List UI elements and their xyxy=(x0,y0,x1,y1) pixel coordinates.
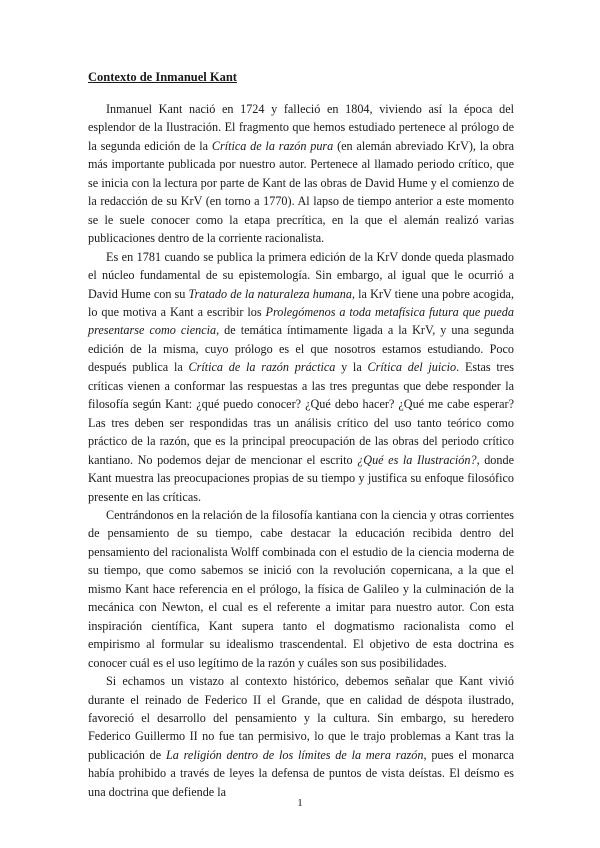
paragraph-3 xyxy=(88,506,514,672)
text-run: , donde Kant muestra las preocupaciones propias de su tiempo y justifica su enfoque filosófico presente en las críticas. xyxy=(88,452,514,504)
text-run: Es en 1781 cuando se publica la primera edición de la KrV donde queda plasmado el núcleo fundamental de su epistemología. Sin embargo, al igual que le ocurrió a David Hume con su xyxy=(88,249,514,301)
text-run: Centrándonos en la relación de la filosofía kantiana con la ciencia y otras corrientes de pensamiento de su tiempo, cabe destacar la educación recibida dentro del pensamiento del racionalista Wolff combinada con el estudio de la ciencia moderna de su tiempo, que como sabemos se inició con la revolución copernicana, a la que el mismo Kant hace referencia en el prólogo, la física de Galileo y la culminación de la mecánica con Newton, el cual es el referente a imitar para nuestro autor. Con esta inspiración científica, Kant supera tanto el dogmatismo racionalista como el empirismo al formular su idealismo trascendental. El objetivo de esta doctrina es conocer cuál es el uso legítimo de la razón y cuáles son sus posibilidades. xyxy=(88,507,514,670)
italic-title: Tratado de la naturaleza humana xyxy=(188,286,352,301)
italic-title: La religión dentro de los límites de la mera razón xyxy=(165,747,424,762)
text-run: y la xyxy=(335,360,368,375)
text-run: Inmanuel Kant nació en 1724 y falleció en 1804, viviendo así la época del esplendor de la Ilustración. El fragmento que hemos estudiado pertenece al prólogo de la segunda edición de la xyxy=(88,102,514,153)
italic-title: Crítica del juicio xyxy=(367,360,457,375)
text-run: Si echamos un vistazo al contexto histórico, debemos señalar que Kant vivió durante el reinado de Federico II el Grande, que en calidad de déspota ilustrado, favoreció el desarrollo del pensamiento y la cultura. Sin embargo, su heredero Federico Guillermo II no fue tan permisivo, lo que le trajo problemas a Kant tras la publicación de xyxy=(88,674,514,762)
italic-title: Prolegómenos a toda metafísica futura que pueda presentarse como ciencia xyxy=(88,304,514,338)
paragraph-2 xyxy=(88,248,514,506)
page-number: 1 xyxy=(297,797,303,809)
italic-title: ¿Qué es la Ilustración? xyxy=(357,452,477,467)
paragraph-1 xyxy=(88,100,514,248)
text-run: . Estas tres críticas vienen a conformar las respuestas a las tres preguntas que debe responder la filosofía según Kant: ¿qué puedo conocer? ¿Qué debo hacer? ¿Qué me cabe esperar? Las tres deben ser respondidas tras un análisis crítico del uso tanto teórico como práctico de la razón, que es la principal preocupación de las obras del periodo crítico kantiano. No podemos dejar de mencionar el escrito xyxy=(88,360,515,467)
section-heading: Contexto de Inmanuel Kant xyxy=(88,70,237,84)
italic-title: Crítica de la razón práctica xyxy=(188,360,336,375)
paragraph-4 xyxy=(88,672,514,801)
italic-title: Crítica de la razón pura xyxy=(211,138,334,153)
text-run: , de temática íntimamente ligada a la KrV, y una segunda edición de la misma, cuyo prólogo es el que nosotros estamos estudiando. Poco después publica la xyxy=(88,323,514,375)
body-text xyxy=(88,100,514,801)
text-run: (en alemán abreviado KrV), la obra más importante publicada por nuestro autor. Pertenece al llamado periodo crítico, que se inicia con la lectura por parte de Kant de las obras de David Hume y el comienzo de la redacción de su KrV (en torno a 1770). Al lapso de tiempo anterior a este momento se le suele conocer como la etapa precrítica, en la que el alemán realizó varias publicaciones dentro de la corriente racionalista. xyxy=(88,138,515,246)
text-run: , la KrV tiene una pobre acogida, lo que motiva a Kant a escribir los xyxy=(88,286,514,319)
text-run: , pues el monarca había prohibido a través de leyes la defensa de puntos de vista deístas. El deísmo es una doctrina que defiende la xyxy=(88,747,514,799)
